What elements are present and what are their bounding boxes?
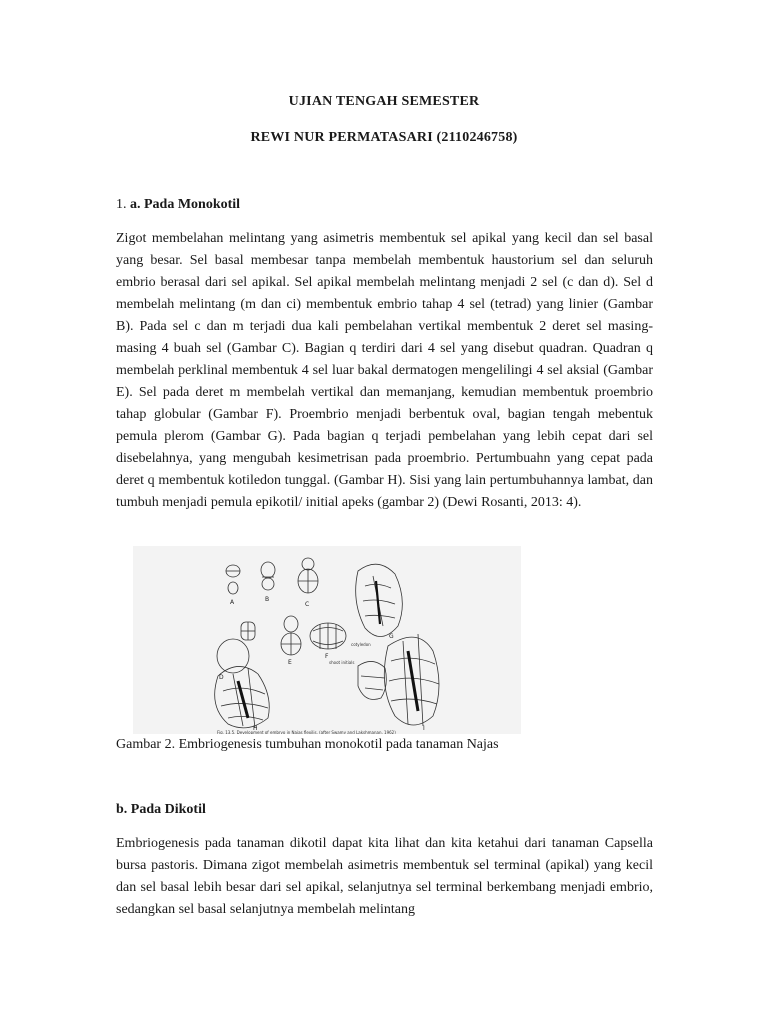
panel-label-i: I xyxy=(423,725,425,732)
panel-label-h: H xyxy=(253,725,258,732)
embryo-stage-b-cell xyxy=(261,562,275,578)
section-a-title: a. Pada Monokotil xyxy=(130,197,241,212)
figure-inner-caption: Fig. 13.5. Development of embryo in Najas flexilis. (after Swamy and Lakshmanan, 1962) xyxy=(217,730,396,734)
document-title: UJIAN TENGAH SEMESTER xyxy=(288,94,480,109)
panel-label-e: E xyxy=(288,659,292,666)
section-b-paragraph: Embriogenesis pada tanaman dikotil dapat kita lihat dan kita ketahui dari tanaman Capsella bursa pastoris. Dimana zigot membelah asimetris membentuk sel terminal (apikal) yang kecil dan sel basal lebih besar dari sel apikal, selanjutnya sel terminal berkembang menjadi embrio, sedangkan sel basal selanjutnya membelah melintang xyxy=(116,836,653,917)
panel-label-b: B xyxy=(265,596,270,603)
section-a-heading xyxy=(116,197,240,213)
panel-label-c: C xyxy=(305,601,310,608)
annotation-cotyledon: cotyledon xyxy=(351,642,371,647)
section-a-paragraph: Zigot membelahan melintang yang asimetris membentuk sel apikal yang kecil dan sel basal yang besar. Sel basal membesar tanpa membelah membentuk haustorium sel dan seluruh embrio berasal dari sel apikal. Sel apikal membelah melintang menjadi 2 sel (c dan d). Sel d membelah melintang (m dan ci) membentuk embrio tahap 4 sel (tetrad) yang linier (Gambar B). Pada sel c dan m terjadi dua kali pembelahan vertikal membentuk 2 deret sel masing- masing 4 buah sel (Gambar C). Bagian q terdiri dari 4 sel yang disebut quadran. Quadran q membelah perklinal membentuk 4 sel luar bakal dermatogen mengelilingi 4 sel aksial (Gambar E). Sel pada deret m membelah vertikal dan memanjang, kemudian membentuk proembrio tahap globular (Gambar F). Proembrio menjadi berbentuk oval, bagian tengah mebentuk pemula plerom (Gambar G). Pada bagian q terjadi pembelahan yang lebih cepat dari sel disebelahnya, yang mengubah kesimetrisan pada proembrio. Pertumbuahn yang cepat pada deret q membentuk kotiledon tunggal. (Gambar H). Sisi yang lain pertumbuhannya lambat, dan tumbuh menjadi pemula epikotil/ initial apeks (gambar 2) (Dewi Rosanti, 2013: 4). xyxy=(116,231,653,510)
panel-label-f: F xyxy=(325,653,329,660)
section-b-title: b. Pada Dikotil xyxy=(116,802,206,817)
embryo-figure xyxy=(133,546,521,734)
author-name: REWI NUR PERMATASARI (2110246758) xyxy=(250,130,518,145)
embryo-stage-d-cell xyxy=(217,639,249,673)
question-number: 1. xyxy=(116,197,130,212)
panel-label-g: G xyxy=(389,633,394,640)
annotation-shoot-initials: shoot initials xyxy=(329,660,355,665)
panel-label-d: D xyxy=(219,674,224,681)
panel-label-a: A xyxy=(230,599,235,606)
figure-caption: Gambar 2. Embriogenesis tumbuhan monokotil pada tanaman Najas xyxy=(116,737,499,752)
section-b-heading xyxy=(116,802,206,818)
embryo-illustration xyxy=(133,546,521,734)
